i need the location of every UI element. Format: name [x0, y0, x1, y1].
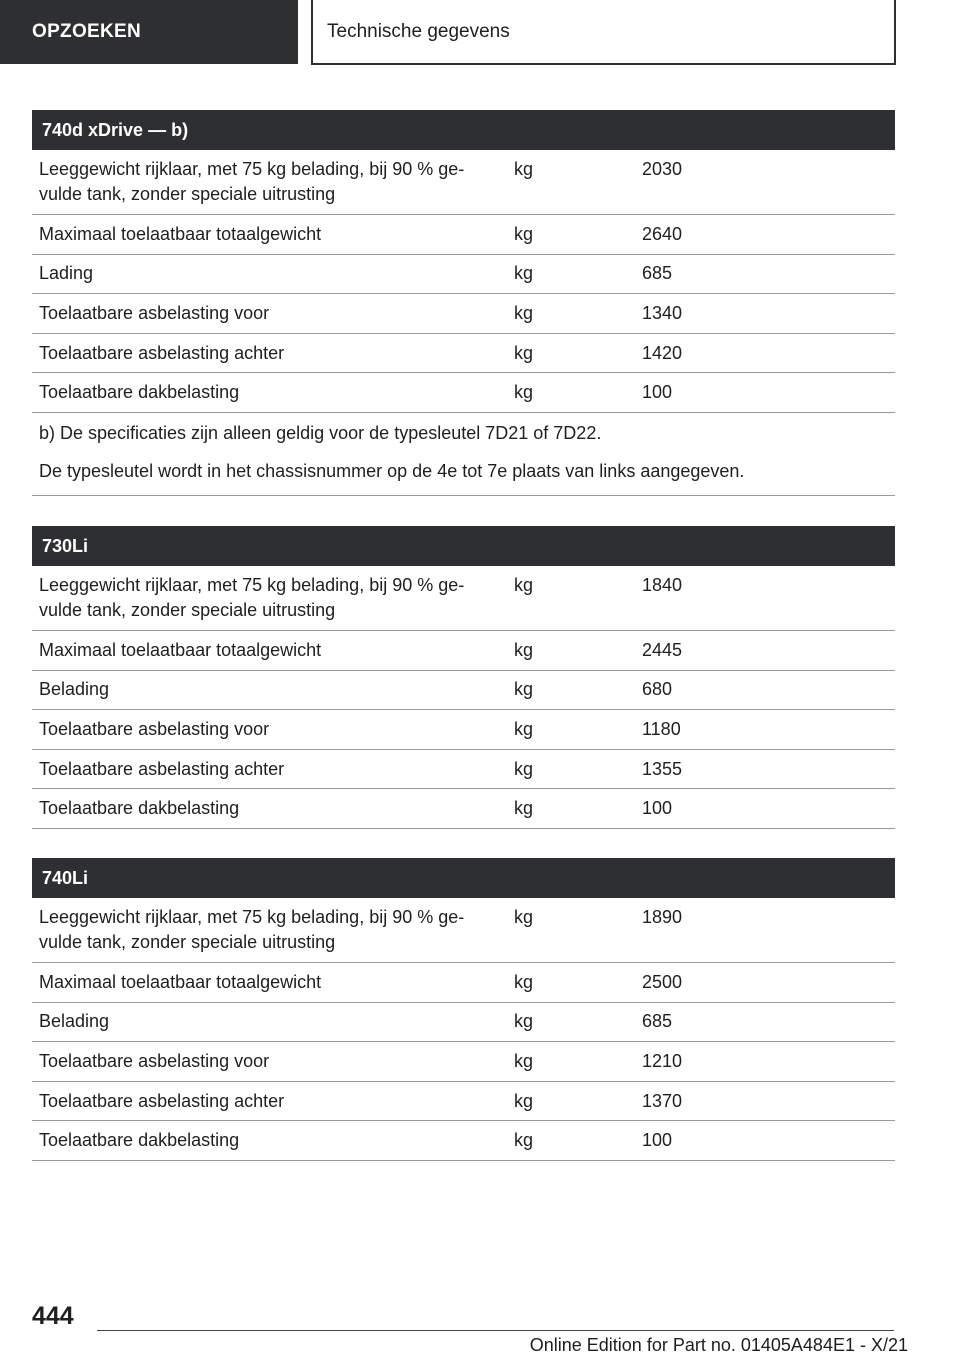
- table-row: [32, 1121, 895, 1161]
- table-title: 730Li: [32, 526, 895, 566]
- row-unit: kg: [514, 639, 534, 660]
- row-label: Toelaatbare asbelasting voor: [39, 1050, 270, 1071]
- row-unit: kg: [514, 263, 534, 284]
- row-value: 685: [642, 1011, 673, 1032]
- row-unit: kg: [514, 971, 534, 992]
- table-row: [32, 710, 895, 750]
- row-unit: kg: [514, 302, 534, 323]
- row-unit: kg: [514, 1050, 534, 1071]
- table-row: [32, 150, 895, 215]
- row-value: 1210: [642, 1050, 683, 1071]
- row-unit: kg: [514, 382, 534, 403]
- row-label: Belading: [39, 679, 110, 700]
- table-row: [32, 750, 895, 790]
- row-label: Toelaatbare asbelasting voor: [39, 302, 270, 323]
- row-label: Leeggewicht rijklaar, met 75 kg belading, bij 90 % ge- vulde tank, zonder speciale uitrusting: [39, 907, 465, 952]
- footnote-typekey: De typesleutel wordt in het chassisnummer op de 4e tot 7e plaats van links aangegeven.: [39, 460, 745, 481]
- row-value: 1840: [642, 575, 683, 595]
- table-footnote: [32, 413, 895, 496]
- table-row: [32, 1003, 895, 1043]
- row-unit: kg: [514, 342, 534, 363]
- row-label: Toelaatbare dakbelasting: [39, 382, 240, 403]
- table-row: [32, 1042, 895, 1082]
- row-label: Maximaal toelaatbaar totaalgewicht: [39, 971, 322, 992]
- row-label: Leeggewicht rijklaar, met 75 kg belading, bij 90 % ge- vulde tank, zonder speciale uitrusting: [39, 575, 465, 620]
- spec-table-730li: [32, 526, 895, 829]
- footnote-b: b) De specificaties zijn alleen geldig voor de typesleutel 7D21 of 7D22.: [39, 422, 602, 443]
- table-row: [32, 963, 895, 1003]
- row-value: 100: [642, 798, 673, 819]
- table-row: [32, 789, 895, 829]
- table-title: 740Li: [32, 858, 895, 898]
- table-row: [32, 898, 895, 963]
- table-row: [32, 255, 895, 295]
- row-value: 680: [642, 679, 673, 700]
- row-value: 1370: [642, 1090, 683, 1111]
- row-label: Lading: [39, 263, 94, 284]
- row-unit: kg: [514, 159, 534, 179]
- row-label: Toelaatbare asbelasting achter: [39, 758, 285, 779]
- section-tab[interactable]: OPZOEKEN: [0, 0, 298, 64]
- row-value: 1340: [642, 302, 683, 323]
- row-value: 2030: [642, 159, 683, 179]
- row-unit: kg: [514, 907, 534, 927]
- row-value: 2500: [642, 971, 683, 992]
- row-unit: kg: [514, 1011, 534, 1032]
- row-value: 100: [642, 1130, 673, 1151]
- row-unit: kg: [514, 679, 534, 700]
- row-value: 1180: [642, 718, 681, 739]
- row-label: Toelaatbare asbelasting voor: [39, 718, 270, 739]
- row-unit: kg: [514, 1090, 534, 1111]
- row-label: Toelaatbare dakbelasting: [39, 1130, 240, 1151]
- row-unit: kg: [514, 575, 534, 595]
- footer-divider: [97, 1330, 894, 1331]
- row-label: Leeggewicht rijklaar, met 75 kg belading, bij 90 % ge- vulde tank, zonder speciale uitrusting: [39, 159, 465, 204]
- row-value: 1420: [642, 342, 683, 363]
- row-value: 100: [642, 382, 673, 403]
- table-row: [32, 215, 895, 255]
- row-unit: kg: [514, 798, 534, 819]
- table-row: [32, 294, 895, 334]
- row-unit: kg: [514, 758, 534, 779]
- row-value: 2640: [642, 223, 683, 244]
- row-unit: kg: [514, 718, 534, 739]
- spec-table-740li: [32, 858, 895, 1161]
- row-label: Maximaal toelaatbaar totaalgewicht: [39, 639, 322, 660]
- row-value: 1890: [642, 907, 683, 927]
- row-unit: kg: [514, 223, 534, 244]
- row-value: 1355: [642, 758, 683, 779]
- table-title: 740d xDrive — b): [32, 110, 895, 150]
- row-unit: kg: [514, 1130, 534, 1151]
- spec-table-740d-xdrive: [32, 110, 895, 496]
- row-label: Maximaal toelaatbaar totaalgewicht: [39, 223, 322, 244]
- table-row: [32, 334, 895, 374]
- table-row: [32, 631, 895, 671]
- row-value: 2445: [642, 639, 683, 660]
- table-row: [32, 373, 895, 413]
- row-label: Belading: [39, 1011, 110, 1032]
- row-value: 685: [642, 263, 673, 284]
- edition-footer: Online Edition for Part no. 01405A484E1 - X/21: [529, 1335, 908, 1355]
- row-label: Toelaatbare asbelasting achter: [39, 1090, 285, 1111]
- row-label: Toelaatbare dakbelasting: [39, 798, 240, 819]
- table-row: [32, 671, 895, 711]
- row-label: Toelaatbare asbelasting achter: [39, 342, 285, 363]
- table-row: [32, 1082, 895, 1122]
- page-number: 444: [32, 1302, 74, 1330]
- chapter-title: Technische gegevens: [311, 0, 896, 65]
- table-row: [32, 566, 895, 631]
